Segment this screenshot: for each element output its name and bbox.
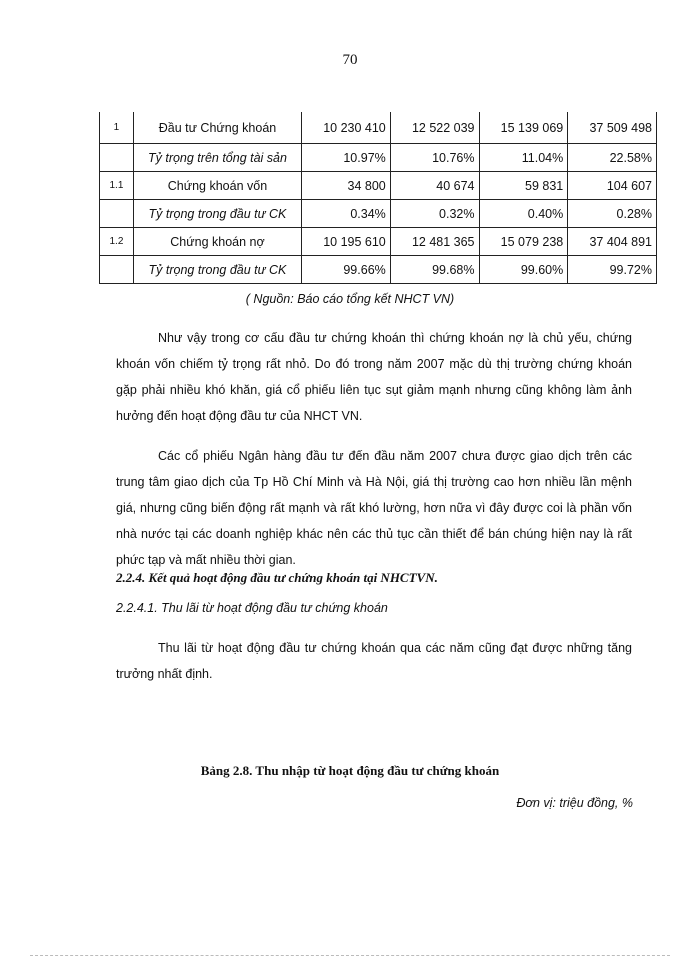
page-number: 70	[342, 52, 358, 68]
value-cell: 99.60%	[479, 256, 568, 284]
value-cell: 40 674	[390, 172, 479, 200]
value-cell: 15 139 069	[479, 112, 568, 144]
table-row	[100, 256, 657, 284]
value-cell: 10 230 410	[302, 112, 391, 144]
table-row	[100, 228, 657, 256]
page-bottom-rule	[30, 955, 670, 956]
row-number	[100, 200, 134, 228]
paragraph-3: Thu lãi từ hoạt động đầu tư chứng khoán qua các năm cũng đạt được những tăng trưởng nhất định.	[116, 641, 632, 681]
unit-note: Đơn vị: triệu đồng, %	[516, 796, 633, 810]
value-cell: 0.32%	[390, 200, 479, 228]
row-label: Đầu tư Chứng khoán	[133, 112, 301, 144]
section-heading-2-2-4: 2.2.4. Kết quả hoạt động đầu tư chứng khoán tại NHCTVN.	[116, 570, 438, 585]
value-cell: 10.97%	[302, 144, 391, 172]
table-row	[100, 200, 657, 228]
value-cell: 12 522 039	[390, 112, 479, 144]
table-title: Bảng 2.8. Thu nhập từ hoạt động đầu tư chứng khoán	[200, 763, 500, 778]
table-source: ( Nguồn: Báo cáo tổng kết NHCT VN)	[245, 292, 455, 306]
value-cell: 104 607	[568, 172, 657, 200]
row-label: Tỷ trọng trong đầu tư CK	[133, 200, 301, 228]
subsection-heading-2-2-4-1: 2.2.4.1. Thu lãi từ hoạt động đầu tư chứng khoán	[116, 601, 388, 615]
value-cell: 99.72%	[568, 256, 657, 284]
value-cell: 37 404 891	[568, 228, 657, 256]
value-cell: 12 481 365	[390, 228, 479, 256]
value-cell: 0.34%	[302, 200, 391, 228]
table-row	[100, 112, 657, 144]
value-cell: 34 800	[302, 172, 391, 200]
row-number: 1	[100, 112, 134, 144]
paragraph-1: Như vậy trong cơ cấu đầu tư chứng khoán thì chứng khoán nợ là chủ yếu, chứng khoán vốn chiếm tỷ trọng rất nhỏ. Do đó trong năm 2007 mặc dù thị trường chứng khoán gặp phải nhiều khó khăn, giá cổ phiếu liên tục sụt giảm mạnh nhưng cũng không làm ảnh hưởng đến hoạt động đầu tư của NHCT VN.	[116, 331, 632, 423]
table-row	[100, 144, 657, 172]
value-cell: 15 079 238	[479, 228, 568, 256]
row-label: Chứng khoán vốn	[133, 172, 301, 200]
value-cell: 59 831	[479, 172, 568, 200]
table-row	[100, 172, 657, 200]
value-cell: 10 195 610	[302, 228, 391, 256]
value-cell: 11.04%	[479, 144, 568, 172]
value-cell: 0.40%	[479, 200, 568, 228]
value-cell: 0.28%	[568, 200, 657, 228]
paragraph-2: Các cổ phiếu Ngân hàng đầu tư đến đầu năm 2007 chưa được giao dịch trên các trung tâm giao dịch của Tp Hồ Chí Minh và Hà Nội, giá thị trường cao hơn nhiều lần mệnh giá, nhưng cũng biến động rất mạnh và rất khó lường, hơn nữa vì đây được coi là phần vốn nhà nước tại các doanh nghiệp khác nên các thủ tục cần thiết để bán chúng hiện nay là rất phức tạp và mất nhiều thời gian.	[116, 449, 632, 567]
value-cell: 10.76%	[390, 144, 479, 172]
value-cell: 22.58%	[568, 144, 657, 172]
row-number	[100, 144, 134, 172]
row-number: 1.1	[100, 172, 134, 200]
row-label: Tỷ trọng trong đầu tư CK	[133, 256, 301, 284]
investment-table	[99, 112, 657, 284]
row-label: Tỷ trọng trên tổng tài sản	[133, 144, 301, 172]
value-cell: 37 509 498	[568, 112, 657, 144]
row-number: 1.2	[100, 228, 134, 256]
value-cell: 99.68%	[390, 256, 479, 284]
value-cell: 99.66%	[302, 256, 391, 284]
row-number	[100, 256, 134, 284]
row-label: Chứng khoán nợ	[133, 228, 301, 256]
